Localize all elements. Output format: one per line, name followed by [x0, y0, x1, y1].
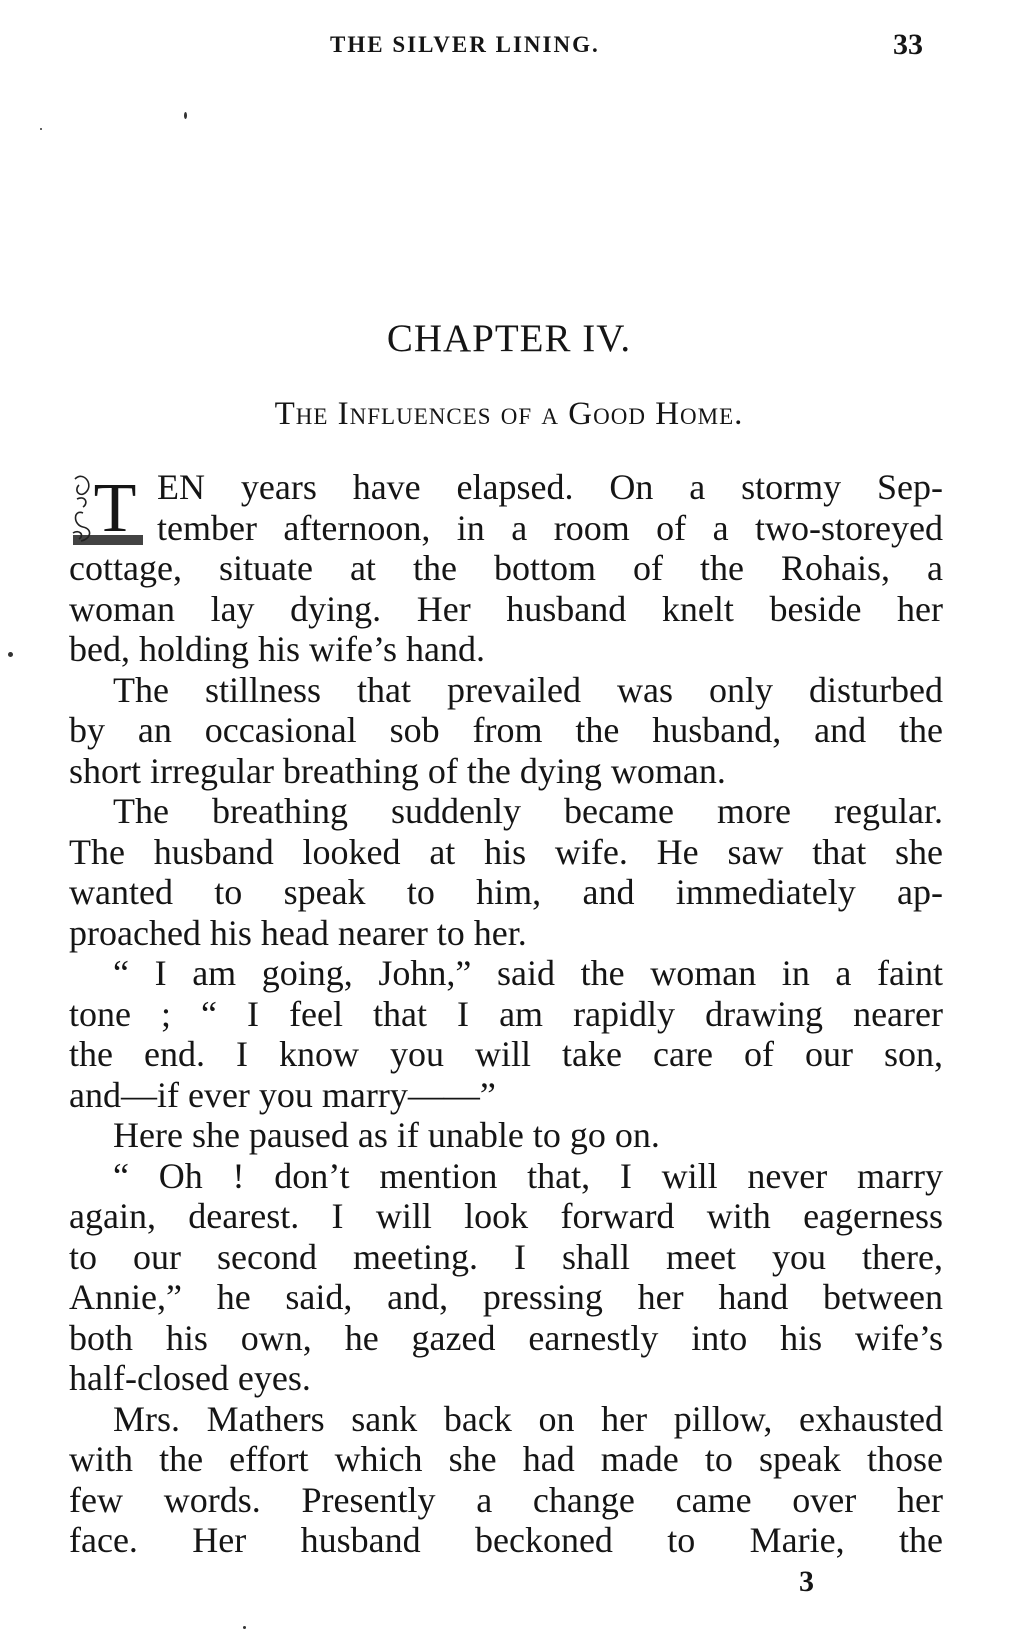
ink-speck [8, 652, 13, 657]
text-line: The husband looked at his wife. He saw that she [69, 831, 943, 872]
text-line: both his own, he gazed earnestly into his wife’s [69, 1317, 943, 1358]
text-line: wanted to speak to him, and immediately ap- [69, 872, 943, 912]
dropcap-letter: T [93, 470, 137, 547]
text-line: to our second meeting. I shall meet you there, [69, 1236, 943, 1277]
text-line: EN years have elapsed. On a stormy Sep- [157, 467, 943, 507]
running-title: THE SILVER LINING. [330, 32, 600, 57]
text-line: cottage, situate at the bottom of the Rohais, a [69, 548, 943, 588]
text-line: short irregular breathing of the dying woman. [69, 750, 726, 791]
text-line: and—if ever you marry——” [69, 1074, 496, 1115]
text-line: woman lay dying. Her husband knelt beside her [69, 588, 943, 629]
text-line: by an occasional sob from the husband, and the [69, 710, 943, 750]
signature-mark: 3 [799, 1565, 814, 1598]
text-line: Annie,” he said, and, pressing her hand between [69, 1277, 943, 1317]
text-line: face. Her husband beckoned to Marie, the [69, 1520, 943, 1560]
running-head [0, 28, 1018, 68]
text-line: “ Oh ! don’t mention that, I will never marry [113, 1155, 943, 1196]
text-line: half-closed eyes. [69, 1358, 311, 1398]
page-number: 33 [893, 28, 923, 61]
ink-speck [40, 128, 42, 130]
text-line: again, dearest. I will look forward with eagerness [69, 1196, 943, 1236]
chapter-subtitle: The Influences of a Good Home. [274, 396, 744, 432]
dropcap-ornament-icon [69, 469, 149, 549]
text-line: Mrs. Mathers sank back on her pillow, exhausted [113, 1398, 943, 1439]
ink-speck [243, 1626, 246, 1629]
text-line: the end. I know you will take care of our son, [69, 1034, 943, 1074]
text-line: The stillness that prevailed was only disturbed [113, 669, 943, 710]
text-line: “ I am going, John,” said the woman in a faint [113, 953, 943, 993]
ink-speck [184, 112, 187, 119]
text-line: The breathing suddenly became more regular. [113, 791, 943, 831]
text-line: tone ; “ I feel that I am rapidly drawing nearer [69, 993, 943, 1034]
text-line: proached his head nearer to her. [69, 912, 527, 953]
body-text [69, 467, 943, 1561]
text-line: bed, holding his wife’s hand. [69, 629, 485, 669]
text-line: with the effort which she had made to speak those [69, 1439, 943, 1479]
chapter-heading: CHAPTER IV. [386, 317, 632, 360]
text-line: Here she paused as if unable to go on. [113, 1115, 660, 1155]
text-line: tember afternoon, in a room of a two-storeyed [157, 507, 943, 548]
text-line: few words. Presently a change came over her [69, 1479, 943, 1520]
